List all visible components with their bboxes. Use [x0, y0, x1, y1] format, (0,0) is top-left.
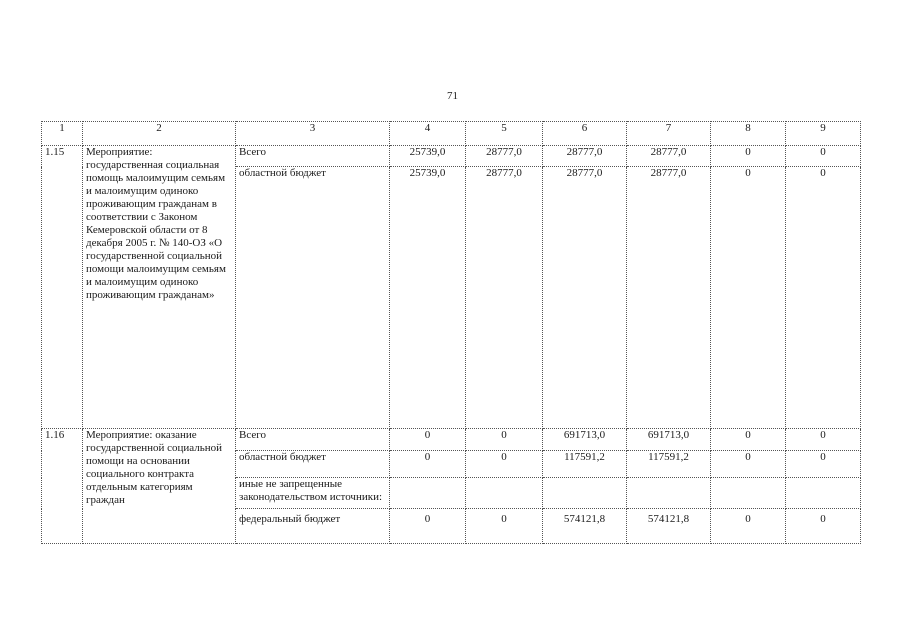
value-cell: 0	[786, 429, 861, 451]
funding-source: областной бюджет	[236, 167, 390, 429]
table-row	[42, 429, 861, 451]
value-cell	[711, 478, 786, 509]
header-row	[42, 122, 861, 146]
value-cell: 0	[786, 509, 861, 544]
value-cell	[786, 478, 861, 509]
header-cell: 1	[42, 122, 83, 146]
item-code: 1.16	[42, 429, 83, 544]
funding-source: федеральный бюджет	[236, 509, 390, 544]
value-cell	[466, 478, 543, 509]
header-cell: 6	[543, 122, 627, 146]
value-cell: 117591,2	[543, 451, 627, 478]
header-cell: 8	[711, 122, 786, 146]
value-cell: 28777,0	[466, 146, 543, 167]
value-cell	[390, 478, 466, 509]
header-cell: 5	[466, 122, 543, 146]
value-cell: 0	[466, 509, 543, 544]
header-cell: 3	[236, 122, 390, 146]
value-cell: 574121,8	[627, 509, 711, 544]
funding-source: иные не запрещенные законодательством источники:	[236, 478, 390, 509]
value-cell: 0	[711, 509, 786, 544]
value-cell: 25739,0	[390, 167, 466, 429]
table-row	[42, 146, 861, 167]
value-cell: 25739,0	[390, 146, 466, 167]
value-cell: 0	[466, 429, 543, 451]
value-cell: 117591,2	[627, 451, 711, 478]
header-cell: 9	[786, 122, 861, 146]
value-cell: 28777,0	[466, 167, 543, 429]
funding-source: Всего	[236, 146, 390, 167]
value-cell: 0	[390, 429, 466, 451]
value-cell: 28777,0	[627, 146, 711, 167]
value-cell: 28777,0	[627, 167, 711, 429]
value-cell: 28777,0	[543, 167, 627, 429]
funding-source: Всего	[236, 429, 390, 451]
value-cell	[543, 478, 627, 509]
value-cell	[627, 478, 711, 509]
value-cell: 691713,0	[627, 429, 711, 451]
value-cell: 0	[711, 429, 786, 451]
value-cell: 0	[711, 451, 786, 478]
header-cell: 4	[390, 122, 466, 146]
value-cell: 0	[786, 451, 861, 478]
value-cell: 0	[786, 167, 861, 429]
value-cell: 0	[466, 451, 543, 478]
value-cell: 0	[711, 146, 786, 167]
value-cell: 28777,0	[543, 146, 627, 167]
value-cell: 0	[786, 146, 861, 167]
value-cell: 574121,8	[543, 509, 627, 544]
funding-source: областной бюджет	[236, 451, 390, 478]
page-number: 71	[447, 90, 458, 102]
item-code: 1.15	[42, 146, 83, 429]
value-cell: 0	[390, 509, 466, 544]
value-cell: 691713,0	[543, 429, 627, 451]
value-cell: 0	[711, 167, 786, 429]
item-description: Мероприятие: оказание государственной социальной помощи на основании социального контракта отдельным категориям граждан	[83, 429, 236, 544]
program-table	[41, 121, 861, 544]
value-cell: 0	[390, 451, 466, 478]
header-cell: 7	[627, 122, 711, 146]
item-description: Мероприятие: государственная социальная помощь малоимущим семьям и малоимущим одиноко проживающим гражданам в соответствии с Законом Кемеровской области от 8 декабря 2005 г. № 140-ОЗ «О государственной социальной помощи малоимущим семьям и малоимущим одиноко проживающим гражданам»	[83, 146, 236, 429]
header-cell: 2	[83, 122, 236, 146]
